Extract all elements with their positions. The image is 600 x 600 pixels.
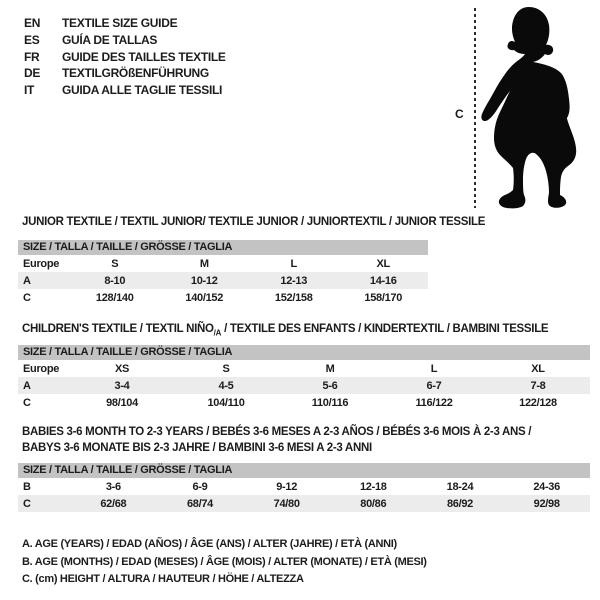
size-cell: 3-4 [114, 379, 130, 392]
size-cell: XL [376, 257, 390, 270]
language-code: IT [24, 83, 35, 98]
size-cell: 12-18 [359, 480, 387, 493]
size-cell: 18-24 [446, 480, 474, 493]
row-label: C [23, 396, 31, 409]
size-cell: 6-7 [426, 379, 442, 392]
table-row-age [18, 272, 428, 289]
footnote-legend [22, 536, 427, 589]
size-cell: 3-6 [105, 480, 121, 493]
children-size-table [18, 345, 590, 411]
children-table-title [22, 323, 548, 337]
language-row [24, 49, 226, 66]
size-cell: 74/80 [273, 497, 300, 510]
size-header-bar: SIZE / TALLA / TAILLE / GRÖSSE / TAGLIA [18, 345, 590, 360]
footnote-age-months: B. AGE (MONTHS) / EDAD (MESES) / ÂGE (MOIS) / ALTER (MONATE) / ETÀ (MESI) [22, 555, 427, 568]
size-cell: 80/86 [360, 497, 387, 510]
children-title-sub: /A [213, 328, 222, 338]
size-cell: L [430, 362, 438, 375]
table-row-age-months [18, 478, 590, 495]
size-cell: M [325, 362, 335, 375]
size-cell: 140/152 [185, 291, 224, 304]
language-code: DE [24, 66, 41, 81]
size-cell: 5-6 [322, 379, 338, 392]
language-code: FR [24, 49, 40, 64]
size-cell: S [111, 257, 119, 270]
height-measure-dashed-line [474, 8, 476, 208]
size-cell: 68/74 [186, 497, 213, 510]
size-cell: 24-36 [533, 480, 560, 493]
table-row-age [18, 377, 590, 394]
row-label: B [23, 480, 31, 493]
babies-title-line-1: BABIES 3-6 MONTH TO 2-3 YEARS / BEBÉS 3-6 MESES A 2-3 AÑOS / BÉBÉS 3-6 MOIS À 2-3 ANS / [22, 426, 532, 438]
size-header-bar: SIZE / TALLA / TAILLE / GRÖSSE / TAGLIA [18, 240, 428, 255]
language-label: GUIDE DES TAILLES TEXTILE [62, 49, 226, 64]
size-header-bar: SIZE / TALLA / TAILLE / GRÖSSE / TAGLIA [18, 463, 590, 478]
table-row-europe [18, 360, 590, 377]
size-cell: XL [531, 362, 545, 375]
size-cell: 128/140 [95, 291, 134, 304]
table-row-europe [18, 255, 428, 272]
babies-size-table [18, 463, 590, 512]
row-label: A [23, 274, 31, 287]
language-row [24, 65, 226, 82]
size-cell: 8-10 [104, 274, 126, 287]
size-cell: 116/122 [415, 396, 453, 409]
children-title-post: / TEXTILE DES ENFANTS / KINDERTEXTIL / BAMBINI TESSILE [221, 323, 549, 335]
size-cell: 92/98 [533, 497, 560, 510]
size-cell: L [290, 257, 297, 270]
size-cell: 7-8 [530, 379, 546, 392]
language-code: ES [24, 32, 40, 47]
table-row-height [18, 495, 590, 512]
junior-table-title: JUNIOR TEXTILE / TEXTIL JUNIOR/ TEXTILE JUNIOR / JUNIORTEXTIL / JUNIOR TESSILE [22, 216, 486, 228]
language-row [24, 82, 226, 99]
size-cell: 104/110 [207, 396, 245, 409]
size-cell: 86/92 [446, 497, 473, 510]
size-cell: 158/170 [364, 291, 403, 304]
size-cell: 62/68 [100, 497, 127, 510]
table-row-height [18, 394, 590, 411]
size-cell: 98/104 [106, 396, 138, 409]
footnote-age-years: A. AGE (YEARS) / EDAD (AÑOS) / ÂGE (ANS) / ALTER (JAHRE) / ETÀ (ANNI) [22, 538, 397, 550]
language-code: EN [24, 16, 41, 30]
size-cell: 9-12 [276, 480, 298, 493]
baby-silhouette-icon [477, 3, 587, 213]
size-cell: 12-13 [280, 274, 308, 287]
size-cell: M [199, 257, 209, 270]
size-cell: S [222, 362, 230, 375]
size-cell: 10-12 [190, 274, 218, 287]
row-label: Europe [23, 257, 60, 270]
size-cell: 14-16 [369, 274, 397, 287]
junior-size-table [18, 240, 428, 306]
row-label: A [23, 379, 31, 392]
row-label: Europe [23, 362, 60, 375]
footnote-height: C. (cm) HEIGHT / ALTURA / HAUTEUR / HÖHE / ALTEZZA [22, 573, 304, 585]
height-measure-label: C [455, 107, 464, 121]
size-cell: 6-9 [192, 480, 208, 493]
language-label: GUÍA DE TALLAS [62, 32, 158, 47]
size-cell: 152/158 [274, 291, 313, 304]
language-row [24, 32, 226, 49]
row-label: C [23, 497, 31, 510]
language-label: TEXTILGRÖßENFÜHRUNG [62, 66, 209, 81]
children-title-pre: CHILDREN'S TEXTILE / TEXTIL NIÑO [22, 323, 214, 335]
table-row-height [18, 289, 428, 306]
babies-title-line-2: BABYS 3-6 MONATE BIS 2-3 JAHRE / BAMBINI 3-6 MESI A 2-3 ANNI [22, 442, 372, 454]
language-label: GUIDA ALLE TAGLIE TESSILI [62, 83, 223, 98]
row-label: C [23, 291, 31, 304]
size-cell: 110/116 [311, 396, 349, 409]
size-cell: XS [114, 362, 130, 375]
size-cell: 122/128 [519, 396, 557, 409]
language-label: TEXTILE SIZE GUIDE [62, 16, 178, 30]
language-header [24, 15, 226, 99]
babies-table-title [22, 424, 531, 456]
size-cell: 4-5 [218, 379, 234, 392]
language-row [24, 15, 226, 32]
